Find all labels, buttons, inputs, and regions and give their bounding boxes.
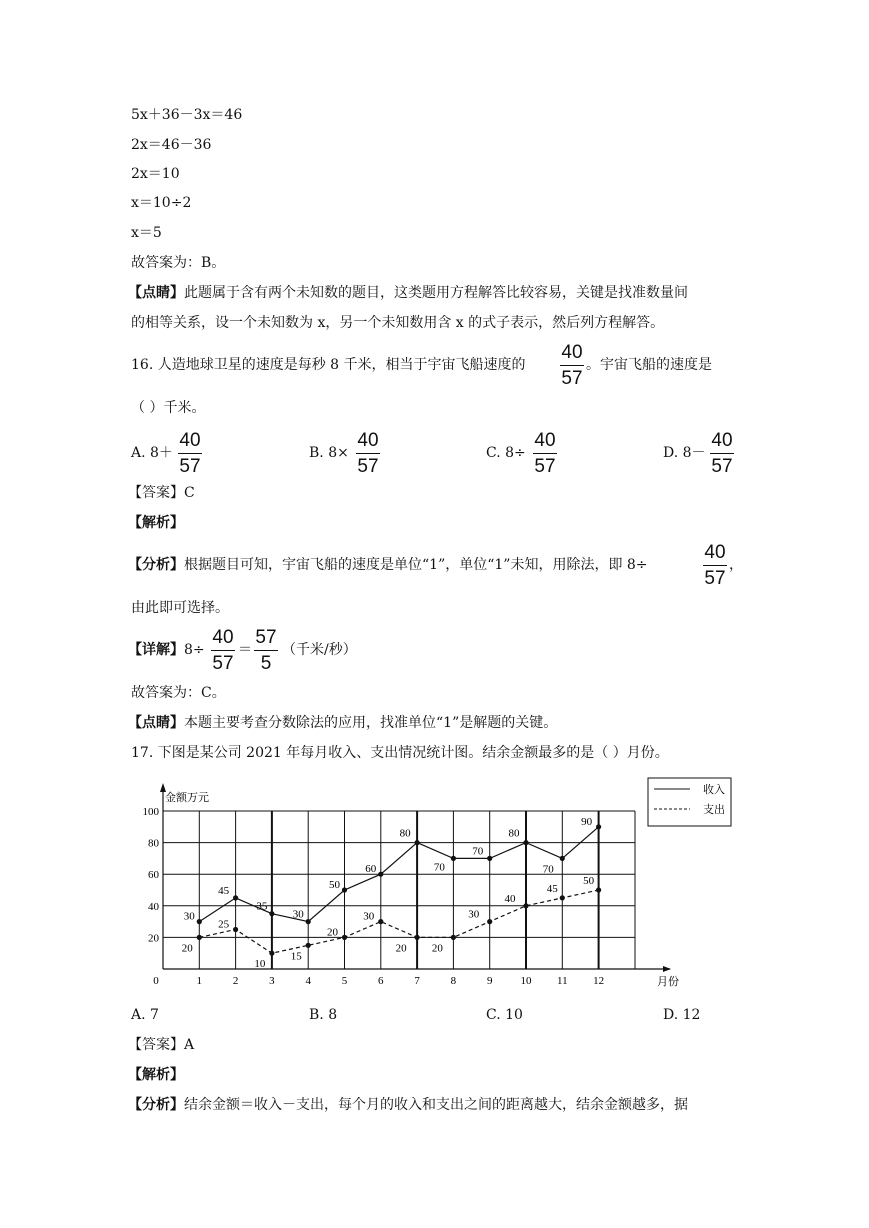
data-label: 70 (472, 845, 484, 858)
x-tick-label: 0 (153, 975, 159, 987)
q16-detail-unit: （千米/秒） (282, 642, 357, 658)
q16-answer: 【答案】C (128, 485, 195, 501)
q16-tip (128, 713, 557, 733)
data-label: 80 (508, 827, 520, 840)
data-label: 30 (468, 908, 480, 921)
q16-fenxi-comma: ， (729, 557, 743, 573)
frac-num: 40 (179, 430, 201, 451)
prev-conclusion: 故答案为：B。 (131, 255, 226, 271)
data-label: 90 (581, 815, 593, 828)
q16-option-b[interactable]: B. 8× (309, 445, 349, 461)
y-axis-arrow (160, 783, 166, 792)
data-label: 20 (431, 942, 443, 955)
q16-fenxi-frac (703, 542, 727, 590)
q17-answer: 【答案】A (128, 1037, 195, 1053)
q16-detail-frac (211, 627, 235, 675)
q16-fraction (560, 342, 584, 390)
q16-option-c[interactable]: C. 8÷ (486, 445, 526, 461)
tip-tag: 【点睛】 (128, 285, 184, 301)
q16-fenxi (128, 555, 648, 575)
data-point (342, 887, 347, 892)
q16-detail-result (254, 627, 278, 675)
data-point (415, 935, 420, 940)
x-tick-label: 6 (378, 975, 384, 987)
data-label: 70 (542, 863, 554, 876)
data-point (451, 856, 456, 861)
tip-text: 此题属于含有两个未知数的题目，这类题用方程解答比较容易，关键是找准数量间 (184, 285, 688, 301)
q17-stem: 17. 下图是某公司 2021 年每月收入、支出情况统计图。结余金额最多的是（ ）月份。 (131, 745, 669, 761)
detail-tag: 【详解】 (128, 642, 184, 658)
data-point (306, 943, 311, 948)
data-label: 45 (546, 882, 558, 895)
data-point (560, 895, 565, 900)
fenxi-tag: 【分析】 (128, 557, 184, 573)
frac-den: 57 (534, 456, 556, 477)
q16-detail (128, 640, 205, 660)
x-tick-label: 10 (520, 975, 532, 987)
q16-option-c-frac (533, 430, 557, 478)
q16-option-b-frac (356, 430, 380, 478)
frac-num: 40 (561, 342, 583, 363)
x-axis-label: 月份 (657, 976, 679, 988)
data-point (378, 872, 383, 877)
equation-line-4: x＝10÷2 (131, 195, 192, 211)
q17-analysis-tag: 【解析】 (128, 1067, 184, 1083)
q16-conclusion: 故答案为：C。 (131, 685, 226, 701)
q16-detail-eq: ＝ (238, 642, 252, 658)
data-point (233, 927, 238, 932)
data-label: 35 (256, 900, 268, 913)
x-tick-label: 9 (486, 975, 493, 987)
tip-text: 本题主要考查分数除法的应用，找准单位“1”是解题的关键。 (184, 715, 558, 731)
x-tick-label: 2 (232, 975, 239, 987)
data-point (415, 840, 420, 845)
frac-den: 57 (704, 568, 726, 589)
chart-ticks (143, 806, 605, 987)
legend-label: 支出 (703, 804, 725, 816)
q17-fenxi (128, 1095, 688, 1115)
data-point (269, 911, 274, 916)
data-label: 40 (504, 892, 516, 905)
frac-den: 57 (212, 653, 234, 674)
data-point (378, 919, 383, 924)
data-label: 30 (183, 910, 195, 923)
data-point (197, 919, 202, 924)
data-label: 60 (365, 863, 377, 876)
fenxi-text: 根据题目可知，宇宙飞船的速度是单位“1”，单位“1”未知，用除法，即 8÷ (184, 557, 648, 573)
x-tick-label: 12 (593, 975, 605, 987)
equation-line-3: 2x＝10 (131, 166, 180, 182)
data-label: 50 (583, 875, 595, 887)
equation-line-2: 2x＝46－36 (131, 137, 212, 153)
q17-option-b[interactable]: B. 8 (309, 1007, 338, 1023)
y-tick-label: 40 (148, 900, 159, 913)
data-label: 45 (218, 884, 230, 897)
q17-option-c[interactable]: C. 10 (486, 1007, 523, 1023)
q16-fenxi-2: 由此即可选择。 (131, 600, 229, 616)
data-point (596, 887, 601, 892)
x-tick-label: 11 (557, 975, 568, 987)
data-point (451, 935, 456, 940)
chart-series (182, 816, 601, 970)
frac-num: 40 (212, 627, 234, 648)
data-label: 20 (327, 926, 338, 939)
y-tick-label: 100 (142, 806, 159, 818)
frac-den: 57 (711, 456, 733, 477)
prev-tip (128, 283, 688, 303)
frac-num: 57 (255, 627, 277, 648)
data-point (560, 856, 565, 861)
frac-num: 40 (711, 430, 733, 451)
x-tick-label: 8 (450, 975, 457, 987)
x-tick-label: 5 (341, 975, 348, 987)
equation-line-1: 5x＋36－3x＝46 (131, 107, 243, 123)
frac-den: 57 (357, 456, 379, 477)
data-point (342, 935, 347, 940)
data-label: 20 (395, 942, 407, 955)
data-label: 70 (433, 861, 445, 874)
detail-a: 8÷ (184, 642, 205, 658)
x-axis-arrow (663, 966, 671, 972)
frac-den: 57 (561, 368, 583, 389)
prev-tip-cont: 的相等关系，设一个未知数为 x，另一个未知数用含 x 的式子表示，然后列方程解答。 (131, 315, 665, 331)
frac-num: 40 (704, 542, 726, 563)
x-tick-label: 7 (414, 975, 420, 987)
chart-legend (648, 778, 731, 826)
y-tick-label: 60 (148, 869, 159, 882)
q17-option-d[interactable]: D. 12 (663, 1007, 701, 1023)
data-label: 20 (181, 942, 193, 955)
x-tick-label: 3 (269, 975, 275, 987)
income-expense-chart (0, 773, 869, 993)
data-point (306, 919, 311, 924)
frac-num: 40 (534, 430, 556, 451)
q16-stem-b: 。宇宙飞船的速度是 (586, 357, 712, 373)
q16-analysis-tag: 【解析】 (128, 515, 184, 531)
x-tick-label: 1 (196, 975, 203, 987)
frac-num: 40 (357, 430, 379, 451)
y-tick-label: 20 (148, 932, 159, 945)
data-point (487, 856, 492, 861)
q16-option-a-frac (178, 430, 202, 478)
fenxi-tag: 【分析】 (128, 1097, 184, 1113)
frac-den: 57 (179, 456, 201, 477)
data-label: 15 (290, 950, 302, 963)
data-point (487, 919, 492, 924)
data-point (523, 840, 528, 845)
fenxi-text: 结余金额＝收入－支出，每个月的收入和支出之间的距离越大，结余金额越多，据 (184, 1097, 688, 1113)
q17-option-a[interactable]: A. 7 (131, 1007, 159, 1023)
q16-option-a[interactable]: A. 8＋ (131, 445, 173, 461)
y-tick-label: 80 (148, 837, 159, 850)
tip-tag: 【点睛】 (128, 715, 184, 731)
q16-option-d[interactable]: D. 8－ (663, 445, 706, 461)
q16-stem (131, 355, 526, 375)
data-label: 10 (254, 958, 266, 971)
data-label: 30 (363, 910, 375, 923)
legend-label: 收入 (703, 784, 725, 796)
data-point (269, 951, 274, 956)
data-label: 80 (399, 827, 411, 840)
frac-den: 5 (260, 653, 272, 674)
y-axis-label: 金额万元 (165, 792, 209, 804)
data-point (523, 903, 528, 908)
equation-line-5: x＝5 (131, 225, 162, 241)
data-label: 50 (329, 879, 340, 891)
q16-option-d-frac (710, 430, 734, 478)
q16-stem-c: （ ）千米。 (131, 400, 206, 416)
x-tick-label: 4 (305, 975, 311, 987)
data-point (233, 895, 238, 900)
data-label: 30 (292, 908, 304, 921)
data-point (596, 824, 601, 829)
data-label: 25 (218, 918, 230, 931)
q16-stem-a: 16. 人造地球卫星的速度是每秒 8 千米，相当于宇宙飞船速度的 (131, 357, 526, 373)
data-point (197, 935, 202, 940)
